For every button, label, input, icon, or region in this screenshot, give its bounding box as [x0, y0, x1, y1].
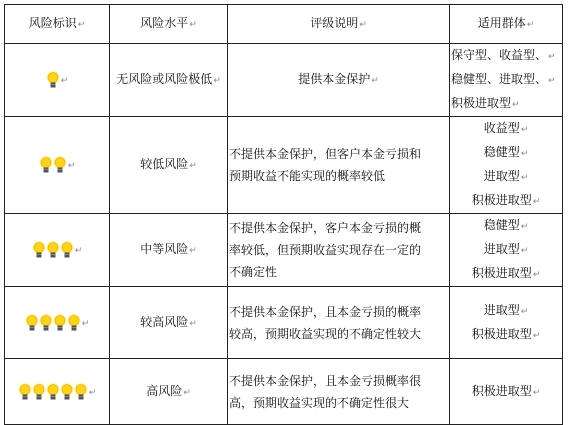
paragraph-mark: ↵ — [74, 246, 83, 256]
description-line: 不确定性 — [229, 265, 278, 279]
risk-level-cell — [110, 214, 228, 287]
description-line: 较高，预期收益实现的不确定性较大 — [229, 326, 422, 341]
lightbulb-icon — [60, 241, 74, 259]
paragraph-mark: ↵ — [77, 20, 86, 30]
paragraph-mark: ↵ — [189, 161, 197, 171]
group-line — [451, 44, 561, 68]
lightbulb-icon — [46, 71, 60, 89]
group-text: 进取型 — [483, 302, 520, 317]
paragraph-mark: ↵ — [532, 197, 541, 207]
rating-description-cell — [228, 117, 450, 214]
risk-icon-cell — [5, 214, 110, 287]
group-text: 积极进取型 — [471, 326, 532, 341]
group-text: 进取型 — [483, 169, 520, 183]
paragraph-mark: ↵ — [520, 306, 529, 317]
description-line: 高，预期收益实现的不确定性很大 — [229, 395, 410, 410]
risk-level-text: 较低风险 — [140, 157, 189, 171]
paragraph-mark: ↵ — [67, 161, 76, 171]
group-line — [451, 189, 561, 213]
paragraph-mark: ↵ — [183, 387, 191, 398]
description-line: 不提供本金保护，且本金亏损的概率 — [229, 304, 422, 319]
lightbulb-icon — [46, 241, 60, 259]
risk-level-cell — [110, 359, 228, 425]
paragraph-mark: ↵ — [88, 387, 97, 398]
table-row — [5, 214, 563, 287]
paragraph-mark: ↵ — [532, 330, 541, 341]
group-text: 保守型、收益型、 — [451, 48, 548, 62]
rating-description-cell — [228, 287, 450, 359]
group-text: 积极进取型 — [471, 266, 532, 280]
risk-bulbs — [25, 311, 81, 333]
description-line: 不提供本金保护，但客户本金亏损和 — [229, 147, 422, 161]
paragraph-mark: ↵ — [526, 20, 535, 30]
paragraph-mark: ↵ — [213, 76, 221, 86]
group-line — [451, 238, 561, 262]
group-text: 积极进取型 — [471, 193, 532, 207]
risk-bulbs — [18, 380, 88, 402]
header-level-label: 风险水平 — [140, 16, 189, 30]
header-row — [5, 5, 563, 44]
paragraph-mark: ↵ — [189, 246, 197, 256]
risk-icon-cell — [5, 359, 110, 425]
paragraph-mark: ↵ — [520, 173, 529, 183]
lightbulb-icon — [74, 383, 88, 401]
header-group-column — [450, 5, 563, 44]
paragraph-mark: ↵ — [359, 20, 367, 30]
table-row — [5, 287, 563, 359]
risk-level-cell — [110, 44, 228, 117]
description-line: 率较低，但预期收益实现存在一定的 — [229, 243, 422, 257]
lightbulb-icon — [53, 156, 67, 174]
applicable-group-cell — [450, 117, 563, 214]
risk-level-text: 中等风险 — [140, 242, 189, 256]
lightbulb-icon — [18, 383, 32, 401]
paragraph-mark: ↵ — [512, 100, 520, 110]
header-group-label: 适用群体 — [477, 16, 526, 30]
group-text: 积极进取型 — [451, 96, 512, 110]
risk-icon-cell — [5, 117, 110, 214]
risk-level-text: 无风险或风险极低 — [116, 72, 213, 86]
risk-bulbs — [46, 69, 60, 91]
risk-level-cell — [110, 287, 228, 359]
applicable-group-cell — [450, 44, 563, 117]
header-icon-label: 风险标识 — [28, 16, 77, 30]
rating-description-cell — [228, 359, 450, 425]
paragraph-mark: ↵ — [520, 222, 529, 232]
paragraph-mark: ↵ — [189, 20, 197, 30]
paragraph-mark: ↵ — [371, 76, 379, 86]
paragraph-mark: ↵ — [60, 76, 69, 86]
lightbulb-icon — [39, 156, 53, 174]
table-row — [5, 44, 563, 117]
header-description-column — [228, 5, 450, 44]
lightbulb-icon — [39, 314, 53, 332]
applicable-group-cell — [450, 287, 563, 359]
lightbulb-icon — [46, 383, 60, 401]
risk-icon-cell — [5, 44, 110, 117]
group-text: 进取型 — [483, 242, 520, 256]
group-line — [451, 380, 561, 404]
rating-description-cell — [228, 44, 450, 117]
group-text: 稳健型、进取型、 — [451, 72, 548, 86]
group-text: 稳健型 — [483, 218, 520, 232]
group-line — [451, 68, 561, 92]
paragraph-mark: ↵ — [520, 125, 529, 135]
paragraph-mark: ↵ — [81, 318, 90, 329]
paragraph-mark: ↵ — [520, 149, 529, 159]
risk-bulbs — [32, 239, 74, 261]
paragraph-mark: ↵ — [189, 318, 197, 329]
group-line — [451, 299, 561, 323]
group-line — [451, 117, 561, 141]
description-line: 不提供本金保护，且本金亏损概率很 — [229, 373, 422, 388]
risk-icon-cell — [5, 287, 110, 359]
header-description-label: 评级说明 — [310, 16, 359, 30]
paragraph-mark: ↵ — [548, 76, 556, 86]
group-line — [451, 214, 561, 238]
description-line: 不提供本金保护，客户本金亏损的概 — [229, 221, 422, 235]
lightbulb-icon — [60, 383, 74, 401]
risk-level-cell — [110, 117, 228, 214]
group-text: 稳健型 — [483, 145, 520, 159]
table-row — [5, 117, 563, 214]
risk-rating-table — [4, 4, 563, 425]
risk-bulbs — [39, 154, 67, 176]
header-level-column — [110, 5, 228, 44]
group-line — [451, 262, 561, 286]
risk-level-text: 高风险 — [146, 383, 183, 398]
lightbulb-icon — [32, 383, 46, 401]
group-line — [451, 323, 561, 347]
group-line — [451, 92, 561, 116]
rating-description-cell — [228, 214, 450, 287]
paragraph-mark: ↵ — [532, 387, 541, 398]
lightbulb-icon — [67, 314, 81, 332]
table-row — [5, 359, 563, 425]
risk-level-text: 较高风险 — [140, 314, 189, 329]
description-line: 预期收益不能实现的概率较低 — [229, 169, 386, 183]
lightbulb-icon — [53, 314, 67, 332]
group-text: 收益型 — [483, 121, 520, 135]
header-icon-column — [5, 5, 110, 44]
paragraph-mark: ↵ — [532, 270, 541, 280]
lightbulb-icon — [32, 241, 46, 259]
paragraph-mark: ↵ — [520, 246, 529, 256]
paragraph-mark: ↵ — [548, 52, 556, 62]
applicable-group-cell — [450, 214, 563, 287]
applicable-group-cell — [450, 359, 563, 425]
group-text: 积极进取型 — [471, 383, 532, 398]
group-line — [451, 165, 561, 189]
description-line: 提供本金保护 — [298, 72, 371, 86]
lightbulb-icon — [25, 314, 39, 332]
group-line — [451, 141, 561, 165]
